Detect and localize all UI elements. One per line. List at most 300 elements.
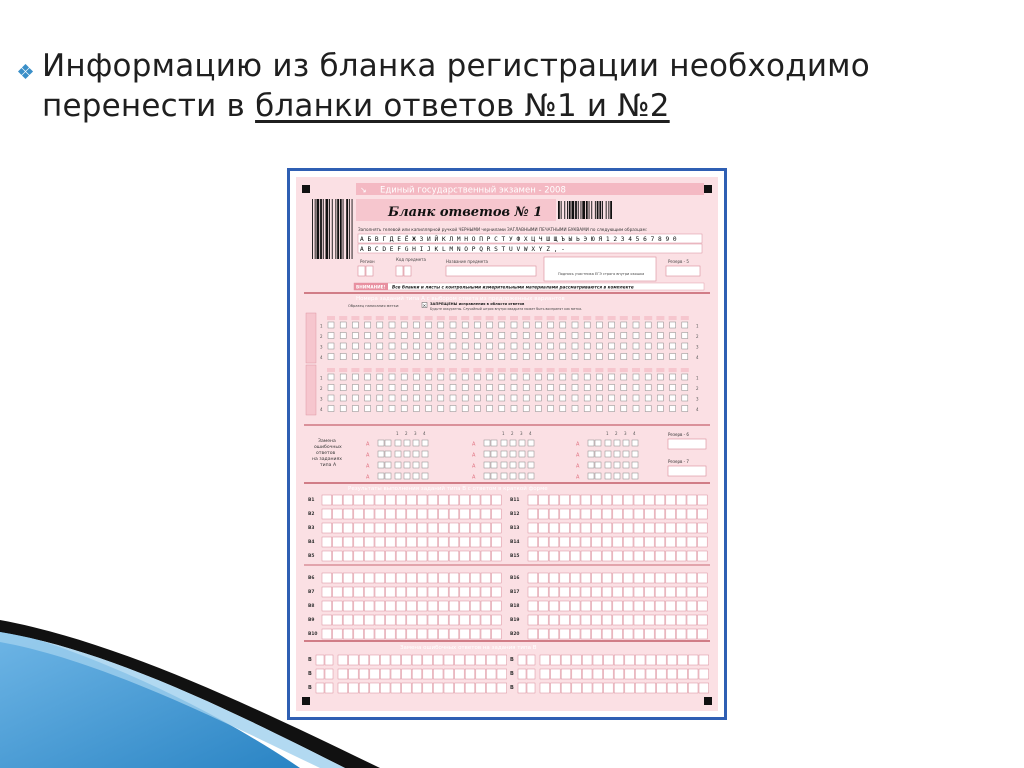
b-cell xyxy=(428,587,438,597)
answer-box xyxy=(340,406,346,412)
answer-box xyxy=(645,322,651,328)
answer-box xyxy=(401,406,407,412)
b-cell xyxy=(428,573,438,583)
b-cell xyxy=(354,551,364,561)
answer-box xyxy=(633,333,639,339)
b-cell xyxy=(581,537,591,547)
answer-box xyxy=(462,322,468,328)
b-cell xyxy=(528,551,538,561)
answer-box xyxy=(682,354,688,360)
replace-b-cell xyxy=(657,655,667,665)
answer-box xyxy=(487,385,493,391)
answer-box xyxy=(413,322,419,328)
answer-box xyxy=(584,354,590,360)
barcode-bar xyxy=(317,199,320,259)
answer-box xyxy=(413,385,419,391)
answer-box xyxy=(645,343,651,349)
b-cell xyxy=(549,495,559,505)
answer-box xyxy=(401,385,407,391)
barcode-bar xyxy=(315,199,316,259)
b-cell xyxy=(570,551,580,561)
b-cell xyxy=(655,573,665,583)
column-number-cell xyxy=(449,316,457,320)
answer-box xyxy=(389,406,395,412)
answer-box xyxy=(682,333,688,339)
answer-box xyxy=(499,354,505,360)
answer-box xyxy=(487,406,493,412)
answer-box xyxy=(584,385,590,391)
b-cell xyxy=(343,601,353,611)
column-number-cell xyxy=(644,316,652,320)
replace-b-cell xyxy=(657,683,667,693)
reserve-5-field xyxy=(666,266,700,276)
replace-b-cell xyxy=(625,669,635,679)
b-cell xyxy=(560,615,570,625)
answer-box xyxy=(401,322,407,328)
b-cell xyxy=(623,551,633,561)
replace-b-cell xyxy=(614,669,624,679)
b-cell xyxy=(481,587,491,597)
answer-box xyxy=(389,385,395,391)
b-cell xyxy=(470,495,480,505)
row-number-left: 4 xyxy=(320,355,323,360)
corner-marker xyxy=(302,185,310,193)
b-cell xyxy=(655,587,665,597)
answer-box xyxy=(560,343,566,349)
b-cell xyxy=(570,615,580,625)
b-cell xyxy=(539,601,549,611)
b-label-left: B3 xyxy=(308,526,315,531)
answer-box xyxy=(596,343,602,349)
b-cell xyxy=(560,601,570,611)
answer-box xyxy=(450,354,456,360)
replace-answer-box xyxy=(614,473,620,479)
answer-box xyxy=(413,343,419,349)
answer-box xyxy=(401,343,407,349)
b-label-left: B1 xyxy=(308,498,315,503)
b-cell xyxy=(602,537,612,547)
b-cell xyxy=(602,629,612,639)
column-number-cell xyxy=(583,368,591,372)
replace-answer-box xyxy=(519,451,525,457)
b-cell xyxy=(322,495,332,505)
b-cell xyxy=(460,509,470,519)
b-cell xyxy=(676,509,686,519)
replace-b-cell xyxy=(444,655,454,665)
b-cell xyxy=(570,495,580,505)
b-cell xyxy=(539,587,549,597)
b-cell xyxy=(570,573,580,583)
replace-answer-box xyxy=(395,473,401,479)
b-cell xyxy=(481,573,491,583)
b-cell xyxy=(687,587,697,597)
answer-box xyxy=(499,374,505,380)
b-cell xyxy=(333,537,343,547)
barcode-bar xyxy=(326,199,329,259)
answer-box xyxy=(377,322,383,328)
b-cell xyxy=(602,573,612,583)
column-number-cell xyxy=(461,368,469,372)
answer-box xyxy=(645,354,651,360)
answer-box xyxy=(511,333,517,339)
replace-answer-box xyxy=(614,440,620,446)
column-number-cell xyxy=(608,368,616,372)
replace-answer-box xyxy=(404,473,410,479)
answer-box xyxy=(596,322,602,328)
answer-box xyxy=(462,374,468,380)
column-number-cell xyxy=(559,368,567,372)
replace-b-cell xyxy=(678,683,688,693)
b-cell xyxy=(354,587,364,597)
replace-b-cell xyxy=(657,669,667,679)
b-cell xyxy=(396,601,406,611)
b-cell xyxy=(449,629,459,639)
barcode-bar xyxy=(329,199,330,259)
b-cell xyxy=(428,509,438,519)
replace-b-cell xyxy=(540,683,550,693)
b-cell xyxy=(570,629,580,639)
b-label-right: B17 xyxy=(510,590,520,595)
replace-b-cell xyxy=(455,683,465,693)
answer-box xyxy=(511,374,517,380)
b-cell xyxy=(570,537,580,547)
b-cell xyxy=(417,587,427,597)
replace-answer-box xyxy=(519,440,525,446)
replace-num-box xyxy=(588,451,594,457)
column-number-cell xyxy=(681,368,689,372)
barcode-bar xyxy=(581,201,582,219)
b-label-left: B8 xyxy=(308,604,315,609)
b-label-left: B4 xyxy=(308,540,315,545)
b-label-right: B19 xyxy=(510,618,520,623)
b-cell xyxy=(613,495,623,505)
b-cell xyxy=(645,615,655,625)
replace-answer-box xyxy=(422,451,428,457)
replace-answer-box xyxy=(632,440,638,446)
b-cell xyxy=(676,573,686,583)
b-cell xyxy=(581,509,591,519)
answer-box xyxy=(328,333,334,339)
answer-box xyxy=(657,322,663,328)
replace-answer-box xyxy=(528,473,534,479)
barcode-bar xyxy=(335,199,336,259)
row-number-right: 2 xyxy=(696,386,699,391)
b-cell xyxy=(698,509,708,519)
answer-box xyxy=(377,395,383,401)
b-cell xyxy=(449,615,459,625)
barcode-bar xyxy=(589,201,590,219)
replace-answer-box xyxy=(395,462,401,468)
b-cell xyxy=(592,615,602,625)
replace-answer-box xyxy=(623,462,629,468)
row-number-right: 4 xyxy=(696,355,699,360)
row-number-left: 3 xyxy=(320,344,323,350)
answer-box xyxy=(462,343,468,349)
b-cell xyxy=(449,523,459,533)
replace-b-cell xyxy=(614,683,624,693)
b-cell xyxy=(560,573,570,583)
b-cell xyxy=(581,523,591,533)
answer-box xyxy=(548,385,554,391)
row-number-left: 1 xyxy=(320,375,323,381)
b-cell xyxy=(386,551,396,561)
answer-box xyxy=(352,354,358,360)
answer-box xyxy=(438,333,444,339)
b-cell xyxy=(343,537,353,547)
b-cell xyxy=(492,573,502,583)
answer-box xyxy=(499,322,505,328)
answer-box xyxy=(474,343,480,349)
b-label-right: B13 xyxy=(510,526,520,531)
answer-box xyxy=(657,385,663,391)
replace-num-box xyxy=(491,462,497,468)
replace-b-cell xyxy=(540,655,550,665)
title-line-2 xyxy=(42,86,992,126)
answer-box xyxy=(365,354,371,360)
b-cell xyxy=(613,573,623,583)
b-cell xyxy=(460,629,470,639)
replace-b-cell xyxy=(455,669,465,679)
b-label-right: B18 xyxy=(510,604,520,609)
answer-box xyxy=(523,385,529,391)
b-cell xyxy=(655,551,665,561)
answer-box xyxy=(621,395,627,401)
b-cell xyxy=(333,509,343,519)
answer-box xyxy=(633,385,639,391)
b-cell xyxy=(549,587,559,597)
b-cell xyxy=(322,537,332,547)
replace-b-cell xyxy=(582,683,592,693)
column-number-cell xyxy=(498,368,506,372)
answer-box xyxy=(621,354,627,360)
answer-box xyxy=(670,322,676,328)
replace-letter: А xyxy=(576,441,580,448)
column-number-cell xyxy=(583,316,591,320)
replace-num-box xyxy=(484,451,490,457)
b-cell xyxy=(645,587,655,597)
b-cell xyxy=(460,495,470,505)
replace-b-cell xyxy=(646,669,656,679)
replace-num-box xyxy=(385,473,391,479)
b-cell xyxy=(613,615,623,625)
b-cell xyxy=(655,537,665,547)
barcode-horizontal xyxy=(558,201,612,219)
b-cell xyxy=(581,587,591,597)
b-cell xyxy=(560,629,570,639)
replace-b-cell xyxy=(423,669,433,679)
column-number-cell xyxy=(534,368,542,372)
replace-letter: А xyxy=(366,463,370,470)
b-cell xyxy=(687,495,697,505)
answer-box xyxy=(670,395,676,401)
b-cell xyxy=(396,573,406,583)
answer-box xyxy=(377,406,383,412)
answer-box xyxy=(548,374,554,380)
b-cell xyxy=(592,601,602,611)
answer-box xyxy=(621,333,627,339)
column-number-cell xyxy=(510,368,518,372)
replace-b-cell xyxy=(646,683,656,693)
replace-b-cell xyxy=(551,655,561,665)
answer-box xyxy=(596,374,602,380)
replace-num-box xyxy=(385,451,391,457)
b-cell xyxy=(698,551,708,561)
answer-box xyxy=(352,322,358,328)
column-number-cell xyxy=(473,316,481,320)
replace-b-letter: B xyxy=(510,685,514,691)
exam-header-text: Единый государственный экзамен - 2008 xyxy=(380,185,566,196)
b-cell xyxy=(449,601,459,611)
header-arrow-icon: ↘ xyxy=(360,185,367,195)
section-a-answer-grid xyxy=(320,316,699,412)
answer-box xyxy=(572,343,578,349)
column-number-cell xyxy=(608,316,616,320)
replace-b-cell xyxy=(604,669,614,679)
answer-box xyxy=(584,322,590,328)
b-cell xyxy=(354,601,364,611)
b-cell xyxy=(623,537,633,547)
answer-box xyxy=(560,322,566,328)
barcode-bar xyxy=(599,201,601,219)
replace-b-num-box xyxy=(527,655,535,665)
b-cell xyxy=(687,573,697,583)
row-number-right: 3 xyxy=(696,396,699,402)
b-cell xyxy=(655,509,665,519)
answer-box xyxy=(523,374,529,380)
replace-b-cell xyxy=(540,669,550,679)
answer-box xyxy=(572,395,578,401)
b-cell xyxy=(396,509,406,519)
replace-col-number: 1 xyxy=(606,431,609,436)
subject-code-box xyxy=(396,266,403,276)
b-cell xyxy=(481,495,491,505)
b-label-right: B16 xyxy=(510,576,520,581)
replace-b-cell xyxy=(423,655,433,665)
barcode-bar xyxy=(558,201,560,219)
replace-letter: А xyxy=(472,474,476,481)
replace-b-cell xyxy=(582,655,592,665)
replace-b-cell xyxy=(433,655,443,665)
barcode-bar xyxy=(572,201,575,219)
column-number-cell xyxy=(437,316,445,320)
replace-num-box xyxy=(378,451,384,457)
b-cell xyxy=(666,615,676,625)
replace-col-number: 2 xyxy=(615,431,618,436)
answer-box xyxy=(499,406,505,412)
answer-box xyxy=(499,343,505,349)
b-cell xyxy=(634,537,644,547)
answer-box xyxy=(426,406,432,412)
b-cell xyxy=(687,551,697,561)
replace-b-letter: B xyxy=(308,685,312,691)
answer-box xyxy=(450,406,456,412)
column-number-cell xyxy=(669,316,677,320)
b-cell xyxy=(560,551,570,561)
replace-num-box xyxy=(385,462,391,468)
answer-box xyxy=(474,385,480,391)
replace-col-number: 3 xyxy=(624,431,627,436)
column-number-cell xyxy=(644,368,652,372)
b-cell xyxy=(364,509,374,519)
answer-box xyxy=(462,385,468,391)
b-cell xyxy=(623,587,633,597)
b-cell xyxy=(687,537,697,547)
b-cell xyxy=(481,615,491,625)
answer-box xyxy=(670,406,676,412)
b-cell xyxy=(528,509,538,519)
replace-answer-box xyxy=(501,451,507,457)
answer-box xyxy=(365,395,371,401)
b-cell xyxy=(470,509,480,519)
column-number-cell xyxy=(339,316,347,320)
b-cell xyxy=(634,509,644,519)
b-cell xyxy=(428,523,438,533)
answer-box xyxy=(328,354,334,360)
b-cell xyxy=(645,573,655,583)
replace-b-num-box xyxy=(527,669,535,679)
b-cell xyxy=(666,587,676,597)
answer-box xyxy=(487,354,493,360)
column-number-cell xyxy=(376,368,384,372)
title-line-1: Информацию из бланка регистрации необходимо xyxy=(42,48,870,84)
b-cell xyxy=(528,615,538,625)
answer-box xyxy=(389,322,395,328)
b-cell xyxy=(623,615,633,625)
answer-box xyxy=(523,395,529,401)
replace-b-num-box xyxy=(518,669,526,679)
replace-b-cell xyxy=(688,683,698,693)
b-cell xyxy=(592,537,602,547)
b-cell xyxy=(470,629,480,639)
column-number-cell xyxy=(656,368,664,372)
answer-box xyxy=(523,343,529,349)
answer-box xyxy=(633,354,639,360)
b-cell xyxy=(396,523,406,533)
column-number-cell xyxy=(656,316,664,320)
b-cell xyxy=(428,537,438,547)
b-cell xyxy=(602,509,612,519)
corner-marker xyxy=(704,185,712,193)
answer-box xyxy=(511,354,517,360)
b-cell xyxy=(613,509,623,519)
row-number-left: 4 xyxy=(320,407,323,412)
b-label-left: B6 xyxy=(308,576,315,581)
b-cell xyxy=(407,537,417,547)
b-cell xyxy=(322,523,332,533)
answer-sheets-link[interactable]: бланки ответов №1 и №2 xyxy=(255,88,670,124)
replace-b-cell xyxy=(667,683,677,693)
column-number-cell xyxy=(681,316,689,320)
replace-answer-box xyxy=(395,451,401,457)
replace-b-cell xyxy=(646,655,656,665)
barcode-bar xyxy=(332,199,333,259)
answer-box xyxy=(462,333,468,339)
b-cell xyxy=(470,601,480,611)
b-label-left: B10 xyxy=(308,632,318,637)
replace-answer-box xyxy=(528,451,534,457)
answer-box xyxy=(352,385,358,391)
barcode-bar xyxy=(320,199,322,259)
b-cell xyxy=(333,495,343,505)
answer-box xyxy=(328,322,334,328)
answer-box xyxy=(657,374,663,380)
b-cell xyxy=(492,523,502,533)
answer-box xyxy=(560,385,566,391)
answer-box xyxy=(450,343,456,349)
answer-box xyxy=(438,385,444,391)
row-number-right: 3 xyxy=(696,344,699,350)
column-number-cell xyxy=(620,368,628,372)
